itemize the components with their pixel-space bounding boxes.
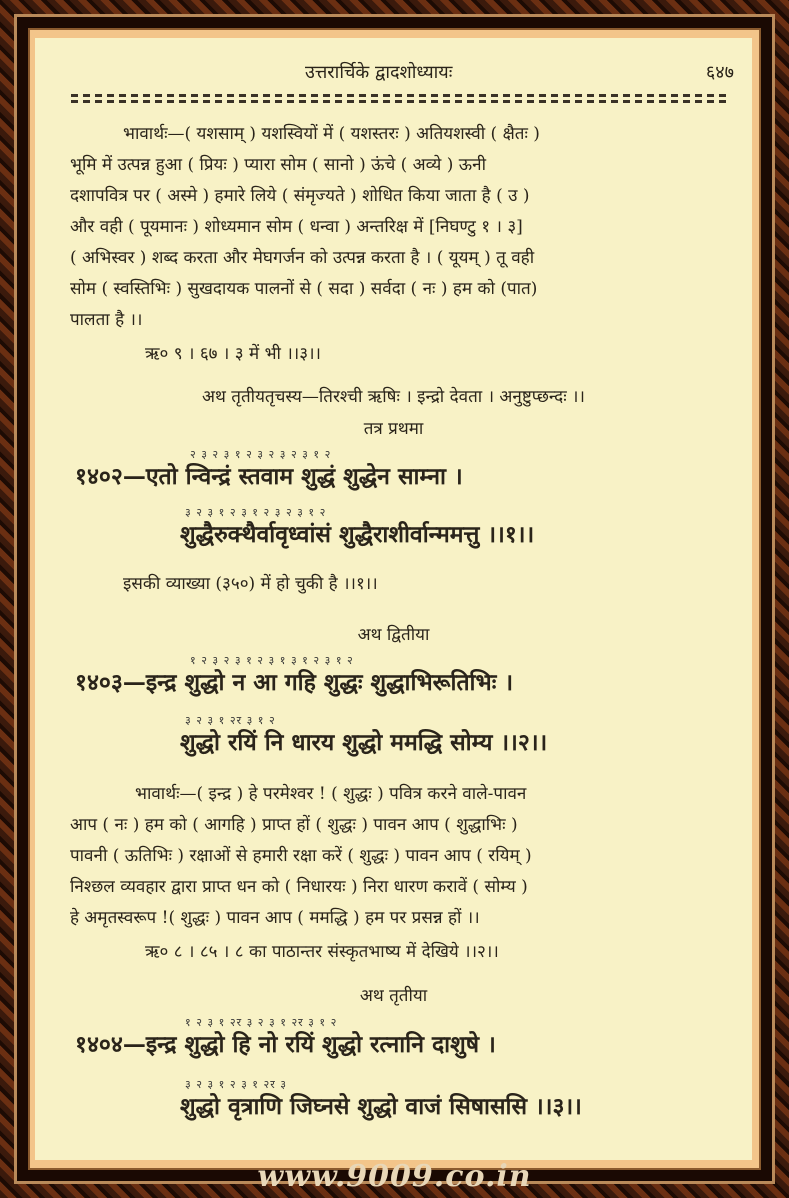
svara-marks: २ ३ २ ३ १ २ ३ २ ३ २ ३ १ २ — [190, 448, 332, 461]
mantra-line: १४०२—एतो न्विन्द्रं स्तवाम शुद्धं शुद्धेन साम्ना । — [75, 463, 463, 490]
svara-marks: १ २ ३ २ ३ १ २ ३ १ ३ १ २ ३ १ २ — [190, 654, 354, 667]
page-number: ६४७ — [705, 62, 734, 83]
page-title: उत्तरार्चिके द्वादशोध्यायः — [305, 62, 453, 83]
commentary-line: आप ( नः ) हम को ( आगहि ) प्राप्त हों ( शुद्धः ) पावन आप ( शुद्धाभिः ) — [70, 815, 518, 835]
rigveda-reference: ऋ० ९ । ६७ । ३ में भी ।।३।। — [145, 344, 321, 364]
explanation-note: इसकी व्याख्या (३५०) में हो चुकी है ।।१।। — [123, 574, 378, 594]
page-header — [35, 60, 752, 88]
header-ornament — [71, 94, 730, 97]
site-watermark: www.9009.co.in — [257, 1159, 532, 1194]
section-subtitle: तत्र प्रथमा — [363, 419, 424, 439]
commentary-line: पालता है ।। — [70, 310, 143, 330]
commentary-line: ( अभिस्वर ) शब्द करता और मेघगर्जन को उत्पन्न करता है । ( यूयम् ) तू वही — [70, 248, 535, 268]
commentary-line: और वही ( पूयमानः ) शोध्यमान सोम ( धन्वा ) अन्तरिक्ष में [निघण्टु १ । ३] — [70, 217, 523, 237]
commentary-line: पावनी ( ऊतिभिः ) रक्षाओं से हमारी रक्षा करें ( शुद्धः ) पावन आप ( रयिम् ) — [70, 846, 532, 866]
svara-marks: ३ २ ३ १ २ ३ १ २ ३ २ ३ १ २ — [185, 506, 327, 519]
mantra-line: १४०३—इन्द्र शुद्धो न आ गहि शुद्धः शुद्धाभिरूतिभिः । — [75, 669, 514, 696]
commentary-line: हे अमृतस्वरूप !( शुद्धः ) पावन आप ( ममद्धि ) हम पर प्रसन्न हों ।। — [70, 908, 480, 928]
commentary-line: सोम ( स्वस्तिभिः ) सुखदायक पालनों से ( सदा ) सर्वदा ( नः ) हम को (पात) — [70, 279, 538, 299]
scripture-page — [35, 38, 752, 1160]
svara-marks: ३ २ ३ १ २ ३ १ २र ३ — [185, 1078, 287, 1091]
rigveda-reference: ऋ० ८ । ८५ । ८ का पाठान्तर संस्कृतभाष्य में देखिये ।।२।। — [145, 942, 499, 962]
header-ornament-lower — [71, 100, 730, 103]
svara-marks: १ २ ३ १ २र ३ २ ३ १ २र ३ १ २ — [185, 1016, 338, 1029]
commentary-line: दशापवित्र पर ( अस्मे ) हमारे लिये ( संमृज्यते ) शोधित किया जाता है ( उ ) — [70, 186, 530, 206]
commentary-line: निश्छल व्यवहार द्वारा प्राप्त धन को ( निधारयः ) निरा धारण करावें ( सोम्य ) — [70, 877, 528, 897]
mantra-line: १४०४—इन्द्र शुद्धो हि नो रयिं शुद्धो रत्नानि दाशुषे । — [75, 1031, 496, 1058]
mantra-line: शुद्धो वृत्राणि जिघ्नसे शुद्धो वाजं सिषाससि ।।३।। — [180, 1093, 582, 1120]
mantra-line: शुद्धैरुक्थैर्वावृध्वांसं शुद्धैराशीर्वान्ममत्तु ।।१।। — [180, 521, 535, 548]
svara-marks: ३ २ ३ १ २र ३ १ २ — [185, 714, 276, 727]
section-subtitle: अथ तृतीया — [359, 986, 428, 1006]
section-subtitle: अथ द्वितीया — [357, 625, 430, 645]
mantra-line: शुद्धो रयिं नि धारय शुद्धो ममद्धि सोम्य ।।२।। — [180, 729, 548, 756]
commentary-line: भूमि में उत्पन्न हुआ ( प्रियः ) प्यारा सोम ( सानो ) ऊंचे ( अव्ये ) ऊनी — [70, 155, 486, 175]
commentary-line: भावार्थः—( इन्द्र ) हे परमेश्वर ! ( शुद्धः ) पवित्र करने वाले-पावन — [135, 784, 527, 804]
section-intro: अथ तृतीयतृचस्य—तिरश्ची ऋषिः । इन्द्रो देवता । अनुष्टुप्छन्दः ।। — [202, 387, 585, 407]
commentary-line: भावार्थः—( यशसाम् ) यशस्वियों में ( यशस्तरः ) अतियशस्वी ( क्षैतः ) — [123, 124, 540, 144]
